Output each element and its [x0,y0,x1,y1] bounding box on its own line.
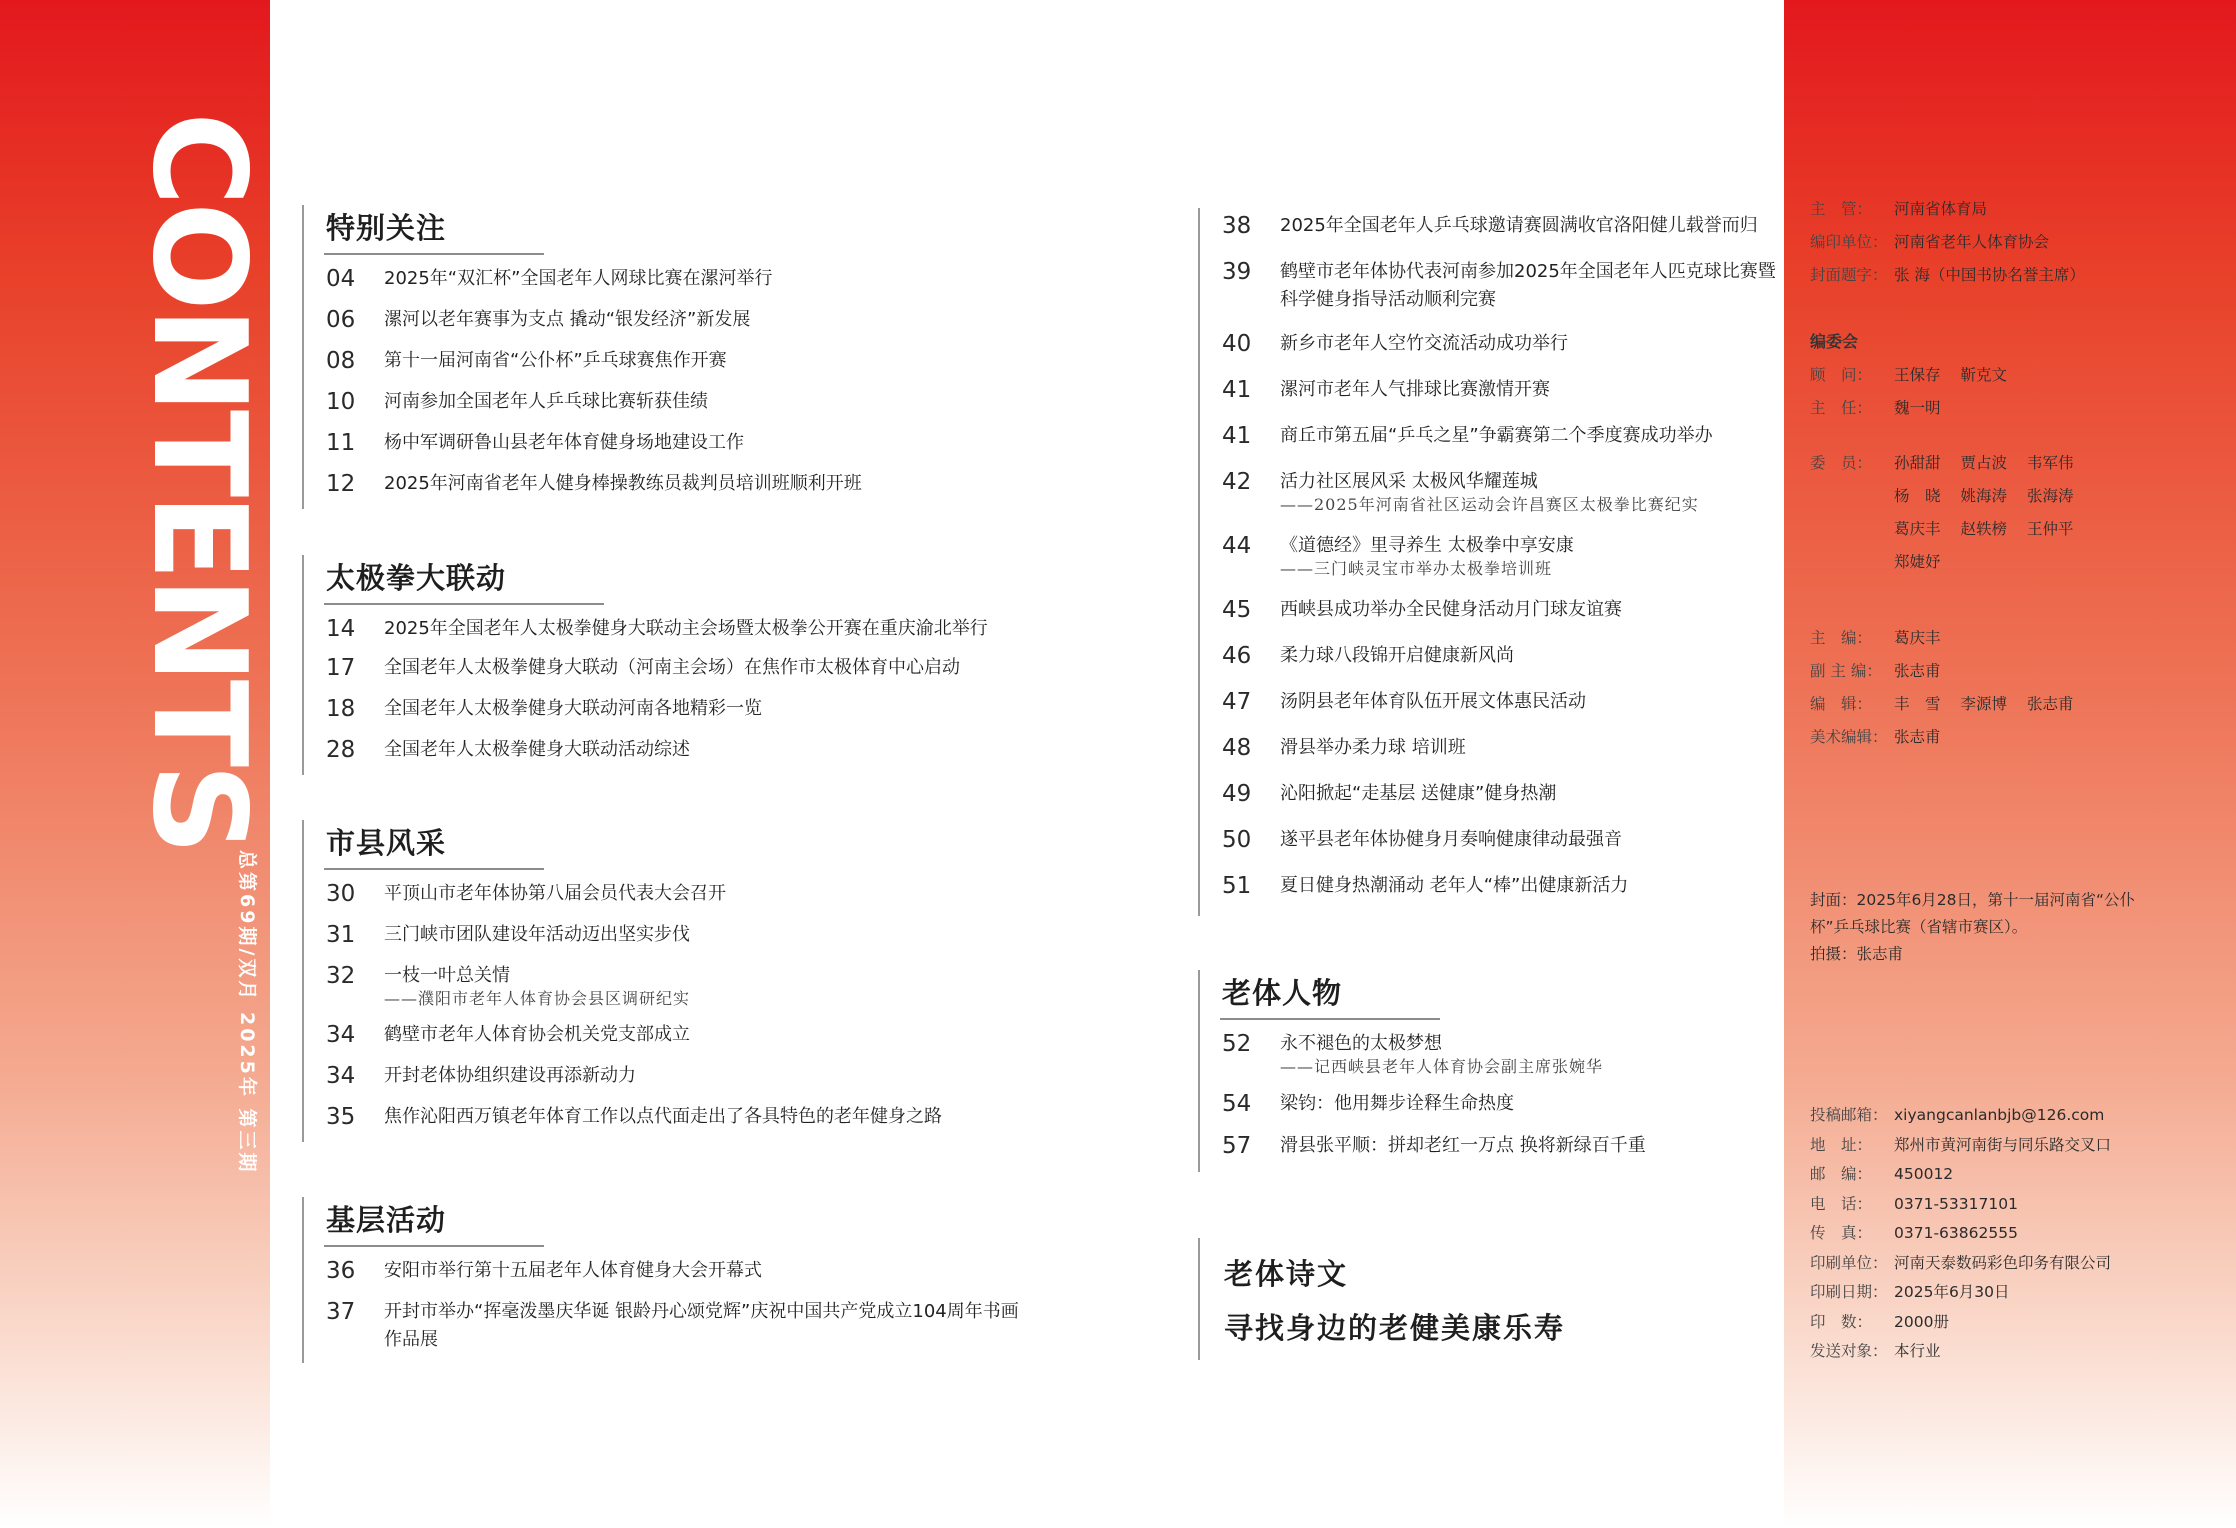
page-number: 30 [326,881,356,907]
info-value: 0371-63862555 [1894,1224,2018,1242]
toc-entry[interactable] [1200,256,1790,314]
section-poetry [1198,1238,1566,1360]
info-value: 2000册 [1894,1312,1949,1331]
section-title: 老体诗文 [1224,1257,1349,1291]
page-number: 50 [1222,827,1252,853]
info-value: 赵轶榜 [1960,520,2008,538]
info-value: 河南省老年人体育协会 [1894,233,2050,251]
entry-title: 新乡市老年人空竹交流活动成功举行 [1280,333,1568,354]
page-number: 17 [326,655,356,681]
toc-entry[interactable] [1200,870,1790,902]
info-label: 美术编辑： [1810,728,1888,746]
info-label: 邮 编： [1810,1165,1873,1183]
section-title: 太极拳大联动 [326,561,507,595]
toc-entry[interactable] [304,693,1044,725]
contents-heading: CONTENTS [124,112,273,852]
info-label: 顾 问： [1810,366,1873,384]
entry-title: 2025年河南省老年人健身棒操教练员裁判员培训班顺利开班 [384,473,862,494]
info-value: 张 海（中国书协名誉主席） [1894,266,2085,284]
contact-row [1810,1337,2131,1367]
member-row [1810,546,2094,579]
toc-section [302,555,1044,775]
toc-entry[interactable] [304,386,1044,418]
entry-title: 2025年全国老年人太极拳健身大联动主会场暨太极拳公开赛在重庆渝北举行 [384,618,988,639]
toc-entry[interactable] [304,304,1044,336]
masthead-org [1810,193,2105,292]
info-label: 传 真： [1810,1224,1873,1242]
entry-title: 西峡县成功举办全民健身活动月门球友谊赛 [1280,599,1622,620]
toc-entry[interactable] [304,960,1044,1010]
page-number: 18 [326,696,356,722]
toc-entry[interactable] [304,427,1044,459]
editor-row [1810,655,2094,688]
page-number: 51 [1222,873,1252,899]
org-row [1810,193,2105,226]
section-title: 市县风采 [326,826,447,860]
info-label: 编印单位： [1810,233,1888,251]
info-value: 郑婕妤 [1894,553,1941,571]
editor-row [1810,721,2094,754]
info-label: 副 主 编： [1810,662,1882,680]
info-label: 主 任： [1810,399,1873,417]
page-number: 36 [326,1258,356,1284]
contact-row [1810,1131,2131,1161]
section-header [304,205,1044,255]
info-value: 张志甫 [1894,728,1941,746]
toc-entry[interactable] [304,878,1044,910]
page-number: 41 [1222,377,1252,403]
entry-title: 《道德经》里寻养生 太极拳中享安康 [1280,535,1574,556]
info-label: 委 员： [1810,454,1873,472]
toc-section [302,820,1044,1142]
toc-section [302,1197,1044,1363]
page-number: 11 [326,430,356,456]
entry-title: 汤阴县老年体育队伍开展文体惠民活动 [1280,691,1586,712]
toc-entry[interactable] [304,1296,1044,1354]
entry-title: 活力社区展风采 太极风华耀莲城 [1280,471,1538,492]
page-number: 34 [326,1063,356,1089]
editor-row [1810,688,2094,721]
info-value: 张志甫 [1894,662,1941,680]
entry-title: 滑县张平顺：拼却老红一万点 换将新绿百千重 [1280,1135,1646,1156]
page-number: 10 [326,389,356,415]
masthead-committee [1810,325,2094,579]
info-value: 河南天泰数码彩色印务有限公司 [1894,1253,2112,1272]
entry-title: 漯河市老年人气排球比赛激情开赛 [1280,379,1550,400]
entry-list [304,870,1044,1133]
committee-heading: 编委会 [1810,332,1859,351]
entry-title: 遂平县老年体协健身月奏响健康律动最强音 [1280,829,1622,850]
editor-row [1810,622,2094,655]
info-label: 印刷单位： [1810,1253,1888,1272]
page-number: 48 [1222,735,1252,761]
page-number: 54 [1222,1091,1252,1117]
info-label: 发送对象： [1810,1342,1888,1360]
info-value: 孙甜甜 [1894,454,1941,472]
info-value: 王保存 [1894,366,1941,384]
toc-entry[interactable] [1200,594,1790,626]
cover-caption [1810,887,2140,968]
page-number: 42 [1222,469,1252,495]
toc-entry[interactable] [1200,824,1790,856]
entry-title: 沁阳掀起“走基层 送健康”健身热潮 [1280,783,1557,804]
member-row [1810,513,2094,546]
section-underline [324,1245,544,1247]
member-row [1810,480,2094,513]
info-value: 2025年6月30日 [1894,1283,2010,1301]
info-value: 郑州市黄河南街与同乐路交叉口 [1894,1135,2112,1154]
toc-section [1198,208,1790,916]
page-number: 32 [326,963,356,989]
toc-entry[interactable] [304,345,1044,377]
page-number: 04 [326,266,356,292]
cover-photographer: 拍摄：张志甫 [1810,945,1904,963]
org-row [1810,226,2105,259]
entry-title: 全国老年人太极拳健身大联动河南各地精彩一览 [384,698,762,719]
toc-entry[interactable] [1200,420,1790,452]
entry-title: 杨中军调研鲁山县老年体育健身场地建设工作 [384,432,744,453]
toc-entry[interactable] [304,468,1044,500]
toc-entry[interactable] [1200,530,1790,580]
entry-subtitle: ——三门峡灵宝市举办太极拳培训班 [1280,559,1553,578]
section-underline [324,868,544,870]
toc-entry[interactable] [1200,732,1790,764]
info-value: 李源博 [1960,695,2008,713]
toc-entry[interactable] [304,1255,1044,1287]
page-number: 08 [326,348,356,374]
entry-title: 夏日健身热潮涌动 老年人“棒”出健康新活力 [1280,875,1629,896]
section-underline [324,603,604,605]
contact-row [1810,1278,2131,1308]
entry-list [1200,208,1790,902]
contact-row [1810,1308,2131,1338]
entry-title: 滑县举办柔力球 培训班 [1280,737,1466,758]
toc-entry[interactable] [1200,328,1790,360]
info-value: 靳克文 [1960,366,2008,384]
entry-list [304,255,1044,500]
entry-subtitle: ——濮阳市老年人体育协会县区调研纪实 [384,989,691,1008]
info-value: 姚海涛 [1960,487,2008,505]
info-value: 葛庆丰 [1894,629,1941,647]
entry-title: 鹤壁市老年体协代表河南参加2025年全国老年人匹克球比赛暨科学健身指导活动顺利完赛 [1280,261,1776,310]
masthead-editors [1810,622,2094,754]
committee-row [1810,392,2094,425]
page-number: 06 [326,307,356,333]
page-number: 46 [1222,643,1252,669]
contact-row [1810,1160,2131,1190]
toc-section [302,205,1044,509]
toc-entry[interactable] [1200,686,1790,718]
info-value: 葛庆丰 [1894,520,1941,538]
toc-entry[interactable] [1200,210,1790,242]
toc-entry[interactable] [1200,374,1790,406]
section-title: 特别关注 [326,211,447,245]
member-row [1810,447,2094,480]
page-number: 39 [1222,259,1252,285]
entry-subtitle: ——2025年河南省社区运动会许昌赛区太极拳比赛纪实 [1280,495,1699,514]
entry-title: 开封老体协组织建设再添新动力 [384,1065,636,1086]
toc-section [1198,970,1790,1172]
poetry-headline[interactable]: 寻找身边的老健美康乐寿 [1224,1311,1566,1345]
toc-entry[interactable] [304,263,1044,295]
page-number: 41 [1222,423,1252,449]
entry-title: 安阳市举行第十五届老年人体育健身大会开幕式 [384,1260,762,1281]
entry-title: 平顶山市老年体协第八届会员代表大会召开 [384,883,726,904]
section-header [304,1197,1044,1247]
section-header [304,555,1044,605]
entry-list [1200,1020,1790,1162]
committee-row [1810,359,2094,392]
info-label: 地 址： [1810,1135,1873,1154]
toc-entry[interactable] [1200,1088,1790,1120]
toc-entry[interactable] [304,613,1044,643]
toc-entry[interactable] [1200,466,1790,516]
toc-entry[interactable] [1200,1130,1790,1162]
issue-info: 总第69期/双月 2025年 第三期 [236,850,258,1175]
info-label: 主 管： [1810,200,1873,218]
entry-title: 焦作沁阳西万镇老年体育工作以点代面走出了各具特色的老年健身之路 [384,1106,942,1127]
info-value: 杨 晓 [1894,487,1941,505]
page-number: 52 [1222,1031,1252,1057]
section-underline [1220,1018,1440,1020]
toc-entry[interactable] [304,652,1044,684]
info-label: 电 话： [1810,1194,1873,1213]
entry-title: 三门峡市团队建设年活动迈出坚实步伐 [384,924,690,945]
info-label: 封面题字： [1810,266,1888,284]
page-number: 44 [1222,533,1252,559]
cover-caption-text: 封面：2025年6月28日，第十一届河南省“公仆杯”乒乓球比赛（省辖市赛区）。 [1810,891,2136,936]
page-number: 14 [326,616,356,642]
entry-list [304,1247,1044,1354]
section-header [304,820,1044,870]
section-header [1200,970,1790,1020]
contact-row [1810,1219,2131,1249]
spacer [1810,425,2094,447]
org-row [1810,259,2105,292]
entry-title: 商丘市第五届“乒乓之星”争霸赛第二个季度赛成功举办 [1280,425,1713,446]
section-underline [324,253,544,255]
info-value: 张海涛 [2027,487,2074,505]
info-label: 编 辑： [1810,695,1873,713]
info-value: 河南省体育局 [1894,200,1988,218]
entry-subtitle: ——记西峡县老年人体育协会副主席张婉华 [1280,1057,1604,1076]
info-value[interactable]: xiyangcanlanbjb@126.com [1894,1106,2105,1124]
section-title: 老体人物 [1222,976,1343,1010]
info-value: 丰 雪 [1894,695,1941,713]
entry-title: 漯河以老年赛事为支点 撬动“银发经济”新发展 [384,309,751,330]
entry-title: 第十一届河南省“公仆杯”乒乓球赛焦作开赛 [384,350,727,371]
entry-title: 全国老年人太极拳健身大联动活动综述 [384,739,690,760]
toc-entry[interactable] [1200,778,1790,810]
info-value: 贾占波 [1960,454,2008,472]
page-number: 40 [1222,331,1252,357]
toc-entry[interactable] [304,1060,1044,1092]
contact-row [1810,1249,2131,1279]
page-number: 34 [326,1022,356,1048]
section-title: 基层活动 [326,1203,447,1237]
page-number: 37 [326,1299,356,1325]
entry-title: 开封市举办“挥毫泼墨庆华诞 银龄丹心颂党辉”庆祝中国共产党成立104周年书画作品展 [384,1301,1019,1350]
entry-title: 全国老年人太极拳健身大联动（河南主会场）在焦作市太极体育中心启动 [384,657,960,678]
entry-title: 永不褪色的太极梦想 [1280,1033,1442,1054]
toc-entry[interactable] [304,1101,1044,1133]
toc-entry[interactable] [304,734,1044,766]
toc-entry[interactable] [1200,640,1790,672]
info-value: 450012 [1894,1165,1954,1183]
entry-title: 梁钧：他用舞步诠释生命热度 [1280,1093,1514,1114]
page-number: 31 [326,922,356,948]
toc-entry[interactable] [304,1019,1044,1051]
page-number: 28 [326,737,356,763]
entry-title: 一枝一叶总关情 [384,965,510,986]
entry-list [304,605,1044,766]
entry-title: 河南参加全国老年人乒乓球比赛斩获佳绩 [384,391,708,412]
page-number: 49 [1222,781,1252,807]
entry-title: 2025年全国老年人乒乓球邀请赛圆满收官洛阳健儿载誉而归 [1280,215,1758,236]
page-number: 47 [1222,689,1252,715]
toc-entry[interactable] [1200,1028,1790,1078]
page-number: 12 [326,471,356,497]
info-value: 本行业 [1894,1342,1941,1360]
info-value: 韦军伟 [2027,454,2074,472]
info-label: 印刷日期： [1810,1283,1888,1301]
page-number: 38 [1222,213,1252,239]
info-value: 王仲平 [2027,520,2074,538]
contact-row [1810,1101,2131,1131]
info-value: 魏一明 [1894,399,1941,417]
info-label: 印 数： [1810,1312,1873,1331]
info-value: 张志甫 [2027,695,2074,713]
toc-entry[interactable] [304,919,1044,951]
masthead-contact [1810,1101,2131,1367]
contact-row [1810,1190,2131,1220]
info-label: 主 编： [1810,629,1873,647]
info-label: 投稿邮箱： [1810,1106,1888,1124]
info-value: 0371-53317101 [1894,1194,2018,1213]
page-number: 35 [326,1104,356,1130]
entry-title: 2025年“双汇杯”全国老年人网球比赛在漯河举行 [384,268,773,289]
page-number: 57 [1222,1133,1252,1159]
entry-title: 柔力球八段锦开启健康新风尚 [1280,645,1514,666]
entry-title: 鹤壁市老年人体育协会机关党支部成立 [384,1024,690,1045]
page-number: 45 [1222,597,1252,623]
